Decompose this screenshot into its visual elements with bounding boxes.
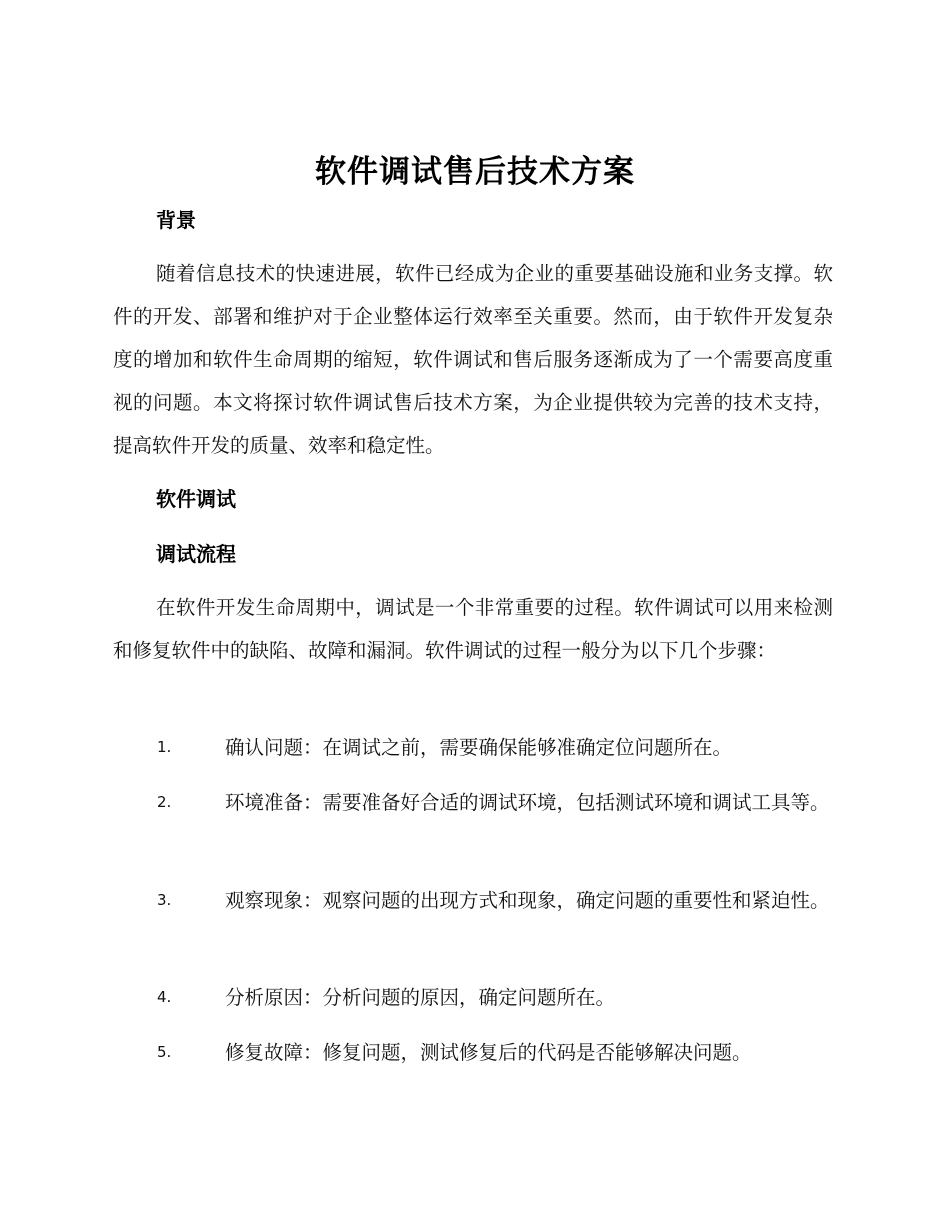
list-item	[113, 879, 833, 922]
list-item-text: 修复故障：修复问题，测试修复后的代码是否能够解决问题。	[225, 1041, 752, 1064]
list-item-text: 环境准备：需要准备好合适的调试环境，包括测试环境和调试工具等。	[225, 791, 830, 814]
list-item-number: 4.	[157, 988, 172, 1006]
section-heading-debug-process: 调试流程	[156, 542, 236, 566]
document-title: 软件调试售后技术方案	[315, 154, 635, 190]
section-heading-software-debug: 软件调试	[156, 487, 236, 511]
process-intro-paragraph: 在软件开发生命周期中，调试是一个非常重要的过程。软件调试可以用来检测和修复软件中的缺陷、故障和漏洞。软件调试的过程一般分为以下几个步骤：	[113, 596, 833, 662]
list-item-number: 5.	[157, 1043, 172, 1061]
list-item	[113, 726, 833, 769]
list-item-text: 确认问题：在调试之前，需要确保能够准确定位问题所在。	[225, 736, 733, 759]
list-item-number: 1.	[157, 738, 172, 756]
list-item-text: 观察现象：观察问题的出现方式和现象，确定问题的重要性和紧迫性。	[225, 889, 830, 912]
list-item-text: 分析原因：分析问题的原因，确定问题所在。	[225, 986, 616, 1009]
section-heading-background: 背景	[156, 208, 196, 232]
list-item-number: 3.	[157, 891, 172, 909]
background-paragraph: 随着信息技术的快速进展，软件已经成为企业的重要基础设施和业务支撑。软件的开发、部署和维护对于企业整体运行效率至关重要。然而，由于软件开发复杂度的增加和软件生命周期的缩短，软件调试和售后服务逐渐成为了一个需要高度重视的问题。本文将探讨软件调试售后技术方案，为企业提供较为完善的技术支持，提高软件开发的质量、效率和稳定性。	[113, 262, 833, 457]
list-item-number: 2.	[157, 793, 172, 811]
list-item	[113, 781, 833, 824]
list-item	[113, 1031, 833, 1074]
list-item	[113, 976, 833, 1019]
